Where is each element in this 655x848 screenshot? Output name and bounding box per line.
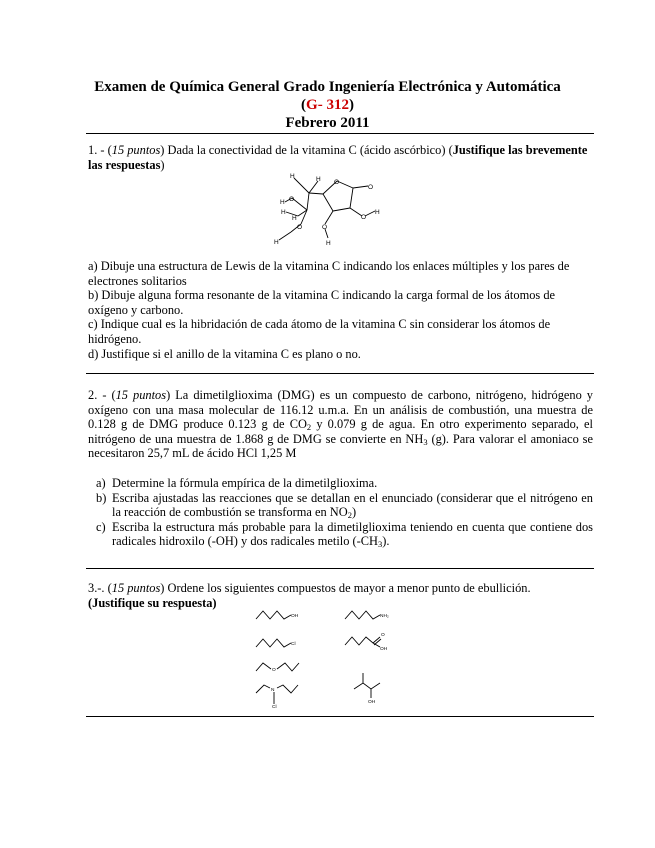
ring-oxygen-label: O	[334, 179, 340, 186]
carbonyl-oxygen-label: O	[368, 184, 374, 191]
divider	[86, 133, 594, 134]
side-oxygen-label: O	[297, 224, 303, 231]
label-o: O	[272, 668, 276, 673]
divider	[86, 716, 594, 717]
exam-date: Febrero 2011	[285, 115, 370, 131]
side-hydrogen-label: H	[280, 199, 285, 206]
label-oh: OH	[380, 647, 388, 652]
label-nh2: NH₂	[380, 614, 389, 619]
question-1-item-c: c) Indique cual es la hibridación de cada átomo de la vitamina C sin considerar los átomos de hidrógeno.	[88, 317, 551, 346]
compound-triethylamine	[256, 685, 270, 693]
divider	[86, 568, 594, 569]
compound-dimethylbutanol	[354, 683, 380, 689]
compound-diethyl-ether	[256, 663, 271, 671]
question-1-points: 15 puntos	[111, 143, 161, 157]
label-cl: Cl	[291, 642, 296, 647]
side-hydrogen-label: H	[274, 239, 279, 246]
exam-title: Examen de Química General Grado Ingeniería Electrónica y Automática	[94, 79, 561, 95]
group-code: G- 312	[306, 97, 349, 113]
question-1-item-d: d) Justifique si el anillo de la vitamina C es plano o no.	[88, 346, 361, 361]
side-hydrogen-label: H	[290, 173, 295, 180]
hydroxyl-hydrogen-label: H	[375, 209, 380, 216]
divider	[86, 373, 594, 374]
question-1-statement: 1. - (15 puntos) Dada la conectividad de la vitamina C (ácido ascórbico) (Justifique las brevemente las respuestas)	[88, 143, 588, 172]
question-2-item-a: a) Determine la fórmula empírica de la dimetilglioxima.	[96, 476, 378, 490]
side-oxygen-label: O	[289, 196, 295, 203]
compounds-structures	[250, 605, 410, 710]
exam-header	[60, 78, 595, 132]
question-2-items	[88, 476, 593, 549]
question-1-items	[88, 259, 593, 361]
enol-hydrogen-label: H	[326, 240, 331, 247]
side-hydrogen-label: H	[281, 209, 286, 216]
hydroxyl-oxygen-label: O	[361, 214, 367, 221]
question-2-points: 15 puntos	[115, 388, 167, 402]
question-1-item-a: a) Dibuje una estructura de Lewis de la vitamina C indicando los enlaces múltiples y los pares de electrones solitarios	[88, 259, 570, 288]
vitamina-c-structure	[265, 168, 390, 248]
label-n: N	[271, 688, 275, 693]
compound-butanol	[256, 611, 291, 619]
side-hydrogen-label: H	[292, 215, 297, 222]
question-1-item-b: b) Dibuje alguna forma resonante de la vitamina C indicando la carga formal de los átomos de oxígeno y carbono.	[88, 288, 556, 317]
question-2-item-b: b) Escriba ajustadas las reacciones que se detallan en el enunciado (considerar que el nitrógeno en la reacción de combustión se transforma en $NO_2$)	[96, 490, 593, 521]
question-3-points: 15 puntos	[111, 581, 161, 595]
question-3-justify: (Justifique su respuesta)	[88, 595, 217, 610]
compound-butylamine	[345, 611, 380, 619]
enol-oxygen-label: O	[322, 224, 328, 231]
exam-group: (G- 312)	[301, 97, 354, 113]
label-cl: Cl	[272, 705, 277, 710]
question-2-statement: 2. - (15 puntos) La dimetilglioxima (DMG) es un compuesto de carbono, nitrógeno, hidrógeno y oxígeno con una masa molecular de 116.12 u.m.a. En un análisis de combustión, una muestra de 0.128 g de DMG produce 0.123 g de $CO_2$ y 0.079 g de agua. En otro experimento separado, el nitrógeno de una muestra de 1.868 g de DMG se convierte en $NH_3$ (g). Para valorar el amoniaco se necesitaron 25,7 mL de ácido HCl 1,25 M	[88, 388, 593, 461]
compound-chlorobutane	[256, 639, 291, 647]
side-hydrogen-label: H	[316, 176, 321, 183]
question-1-justify: Justifique las brevemente las respuestas	[88, 143, 588, 172]
question-2-item-c: c) Escriba la estructura más probable para la dimetilglioxima teniendo en cuenta que contiene dos radicales hidroxilo (-OH) y dos radicales metilo $(-CH_3)$.	[96, 519, 593, 550]
question-3-statement: 3.-. (15 puntos) Ordene los siguientes compuestos de mayor a menor punto de ebullición. (Justifique su respuesta)	[88, 581, 531, 610]
label-o: O	[381, 633, 385, 638]
label-oh: OH	[291, 614, 299, 619]
label-oh: OH	[368, 700, 376, 705]
